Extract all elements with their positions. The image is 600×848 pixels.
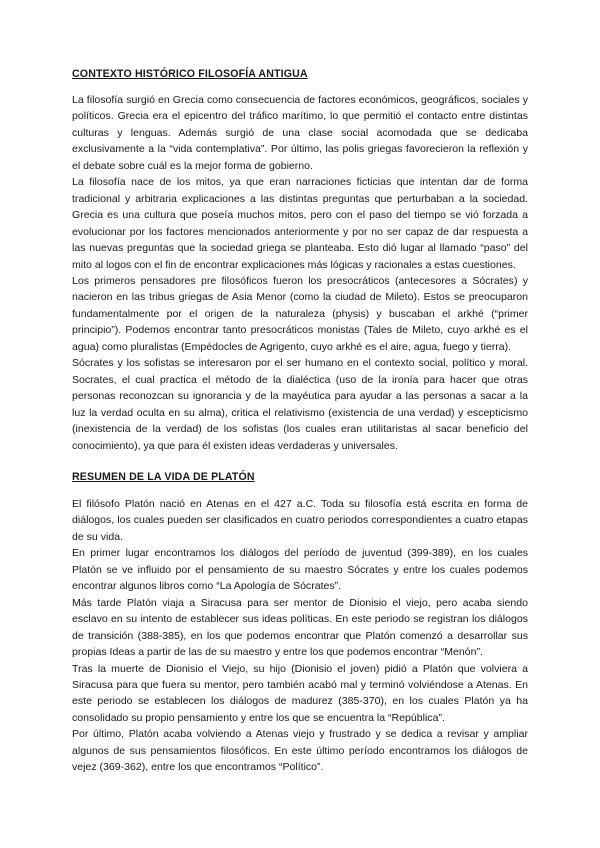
paragraph-origins: La filosofía surgió en Grecia como consecuencia de factores económicos, geográficos, sociales y políticos. Grecia era el epicentro del tráfico marítimo, lo que permitió el contacto entre distintas culturas y lenguas. Además surgió de una clase social acomodada que se dedicaba exclusivamente a la “vida contemplativa”. Por último, las polis griegas favorecieron la reflexión y el debate sobre cuál es la mejor forma de gobierno. <box>72 94 528 172</box>
paragraph-myth-to-logos: La filosofía nace de los mitos, ya que eran narraciones ficticias que intentan dar de forma tradicional y arbitraria explicaciones a las distintas preguntas que perturbaban a la sociedad. Grecia es una cultura que poseía muchos mitos, pero con el paso del tiempo se vió forzada a evolucionar por los factores mencionados anteriormente y por no ser capaz de dar respuesta a las nuevas preguntas que la sociedad griega se planteaba. Esto dió lugar al llamado “paso” del mito al logos con el fin de encontrar explicaciones más lógicas y racionales a estas cuestiones. <box>72 176 528 271</box>
paragraph-transition-dialogues: Más tarde Platón viaja a Siracusa para ser mentor de Dionisio el viejo, pero acaba siendo esclavo en su intento de establecer sus ideas políticas. En este periodo se registran los diálogos de transición (388-385), en los que podemos encontrar que Platón comenzó a desarrollar sus propias Ideas a partir de las de su maestro y entre los que podemos encontrar “Menón”. <box>72 596 528 659</box>
paragraph-presocratics: Los primeros pensadores pre filosóficos fueron los presocráticos (antecesores a Sócrates) y nacieron en las tribus griegas de Asia Menor (como la ciudad de Mileto). Estos se preocuparon fundamentalmente por el origen de la naturaleza (physis) y buscaban el arkhé (“primer principio”). Podemos encontrar tanto presocráticos monistas (Tales de Mileto, cuyo arkhé es el agua) como pluralistas (Empédocles de Agrigento, cuyo arkhé es el aire, agua, fuego y tierra). <box>72 274 528 353</box>
section-heading-context: CONTEXTO HISTÓRICO FILOSOFÍA ANTIGUA <box>72 68 308 80</box>
paragraph-youth-dialogues: En primer lugar encontramos los diálogos del período de juventud (399-389), en los cuales Platón se ve influido por el pensamiento de su maestro Sócrates y entre los cuales podemos encontrar algunos libros como “La Apología de Sócrates”. <box>72 547 528 593</box>
paragraph-maturity-dialogues: Tras la muerte de Dionisio el Viejo, su hijo (Dionisio el joven) pidió a Platón que volviera a Siracusa para que fuera su mentor, pero también acabó mal y terminó volviéndose a Atenas. En este periodo se establecen los diálogos de madurez (385-370), en los cuales Platón ya ha consolidado su propio pensamiento y entre los que se encuentra la “República”. <box>72 662 528 724</box>
paragraph-plato-birth: El filósofo Platón nació en Atenas en el 427 a.C. Toda su filosofía está escrita en forma de diálogos, los cuales pueden ser clasificados en cuatro periodos correspondientes a cuatro etapas de su vida. <box>72 497 528 543</box>
section-heading-plato-life: RESUMEN DE LA VIDA DE PLATÓN <box>72 470 255 483</box>
paragraph-socrates-sophists: Sócrates y los sofistas se interesaron por el ser humano en el contexto social, político y moral. Socrates, el cual practica el método de la dialéctica (uso de la ironía para hacer que otras personas reconozcan su ignorancia y de la mayéutica para ayudar a las personas a sacar a la luz la verdad oculta en su alma), critica el relativismo (existencia de una verdad) y escepticismo (inexistencia de la verdad) de los sofistas (los cuales eran utilitaristas al sacar beneficio del conocimiento), ya que para él existen ideas verdaderas y universales. <box>72 357 528 452</box>
paragraph-old-age-dialogues: Por último, Platón acaba volviendo a Atenas viejo y frustrado y se dedica a revisar y ampliar algunos de sus pensamientos filosóficos. En este último período encontramos los diálogos de vejez (369-362), entre los que encontramos “Político”. <box>72 728 528 774</box>
